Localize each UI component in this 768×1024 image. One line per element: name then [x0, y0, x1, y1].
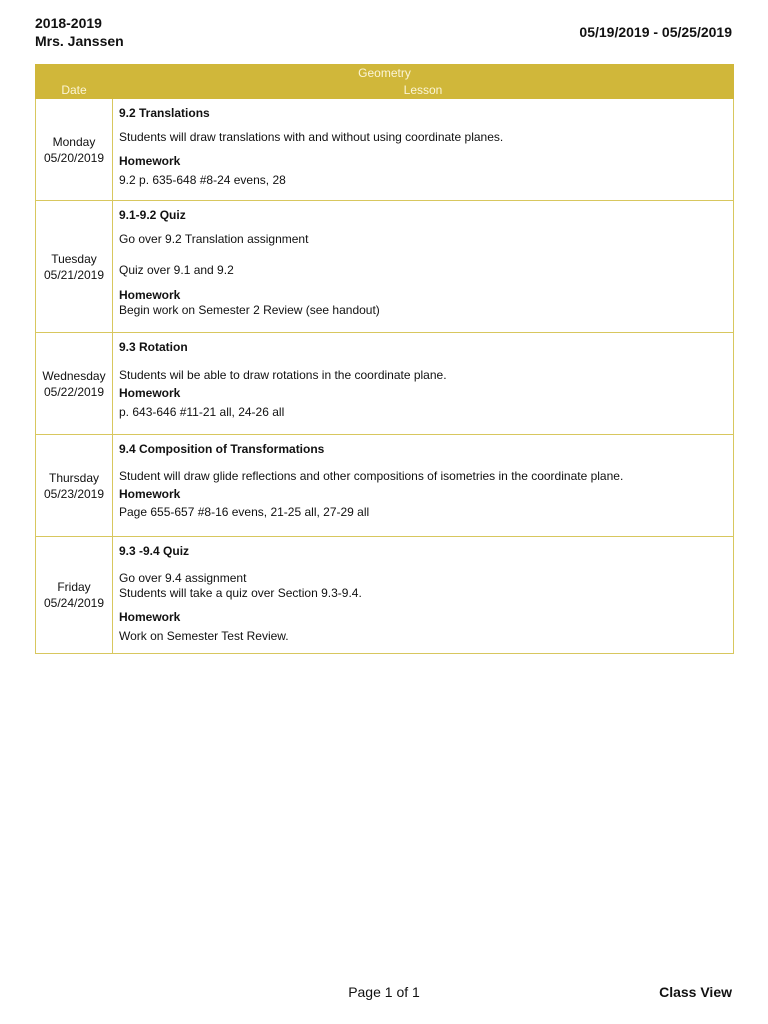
- lesson-description: Students wil be able to draw rotations in the coordinate plane.: [119, 368, 447, 382]
- homework-text: Page 655-657 #8-16 evens, 21-25 all, 27-29 all: [119, 505, 370, 519]
- lesson-description-2: Quiz over 9.1 and 9.2: [119, 263, 234, 277]
- view-label: Class View: [659, 984, 732, 1000]
- homework-text: Begin work on Semester 2 Review (see handout): [119, 303, 380, 317]
- day-date: 05/22/2019: [43, 384, 105, 399]
- day-name: Friday: [57, 580, 91, 594]
- page-number: Page 1 of 1: [348, 984, 420, 1000]
- lesson-plan-table: [35, 64, 734, 654]
- lesson-description: Student will draw glide reflections and other compositions of isometries in the coordinate plane.: [119, 469, 624, 483]
- day-date: 05/23/2019: [43, 486, 105, 501]
- day-date: 05/21/2019: [43, 267, 105, 282]
- lesson-cell: [113, 537, 734, 654]
- lesson-cell: [113, 99, 734, 201]
- teacher-name: Mrs. Janssen: [35, 33, 124, 49]
- day-date: 05/20/2019: [43, 150, 105, 165]
- table-row: [36, 435, 734, 537]
- table-row: [36, 333, 734, 435]
- lesson-description-2: Students will take a quiz over Section 9.3-9.4.: [119, 586, 362, 600]
- day-name: Wednesday: [42, 368, 106, 383]
- date-cell: [36, 537, 113, 654]
- date-cell: [36, 333, 113, 435]
- homework-text: p. 643-646 #11-21 all, 24-26 all: [119, 405, 285, 419]
- date-column-header: Date: [36, 82, 113, 99]
- header-left: [35, 14, 124, 50]
- lesson-title: 9.4 Composition of Transformations: [119, 442, 325, 456]
- course-header-row: [36, 65, 734, 82]
- day-name: Thursday: [48, 470, 100, 485]
- day-name: Monday: [52, 134, 96, 149]
- date-cell: [36, 435, 113, 537]
- table-row: [36, 201, 734, 333]
- lesson-description: Students will draw translations with and without using coordinate planes.: [119, 130, 504, 144]
- homework-label: Homework: [119, 386, 181, 400]
- lesson-title: 9.2 Translations: [119, 106, 210, 120]
- day-date: 05/24/2019: [43, 596, 105, 610]
- homework-text: 9.2 p. 635-648 #8-24 evens, 28: [119, 173, 286, 187]
- homework-label: Homework: [119, 288, 181, 302]
- homework-label: Homework: [119, 487, 181, 501]
- homework-label: Homework: [119, 154, 181, 168]
- lesson-description: Go over 9.2 Translation assignment: [119, 232, 309, 246]
- homework-label: Homework: [119, 610, 181, 624]
- lesson-description: Go over 9.4 assignment: [119, 571, 247, 585]
- homework-text: Work on Semester Test Review.: [119, 629, 289, 643]
- week-date-range: 05/19/2019 - 05/25/2019: [579, 24, 732, 40]
- lesson-cell: [113, 201, 734, 333]
- date-cell: [36, 201, 113, 333]
- column-header-row: [36, 82, 734, 99]
- lesson-cell: [113, 333, 734, 435]
- lesson-column-header: Lesson: [113, 82, 734, 99]
- table-row: [36, 99, 734, 201]
- lesson-cell: [113, 435, 734, 537]
- lesson-title: 9.3 Rotation: [119, 340, 188, 354]
- course-title: Geometry: [36, 65, 734, 82]
- day-name: Tuesday: [51, 251, 97, 266]
- lesson-title: 9.1-9.2 Quiz: [119, 208, 186, 222]
- date-cell: [36, 99, 113, 201]
- school-year: 2018-2019: [35, 15, 102, 31]
- table-row: [36, 537, 734, 654]
- lesson-title: 9.3 -9.4 Quiz: [119, 544, 190, 558]
